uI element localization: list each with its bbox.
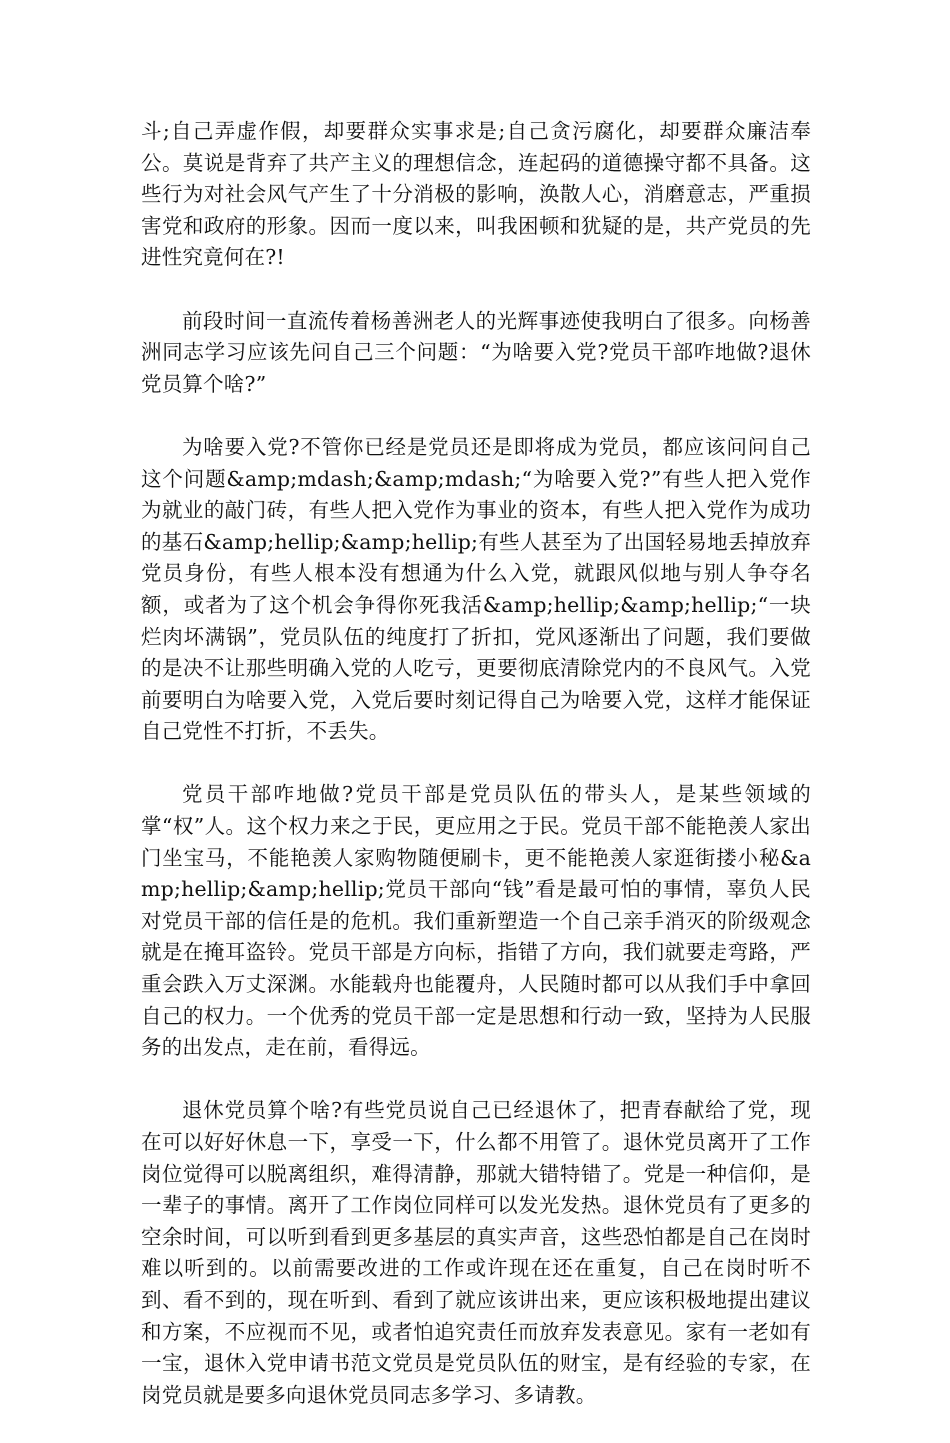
paragraph-continuation: 斗;自己弄虚作假，却要群众实事求是;自己贪污腐化，却要群众廉洁奉公。莫说是背弃了共产主义的理想信念，连起码的道德操守都不具备。这些行为对社会风气产生了十分消极的影响，涣散人心，消磨意志，严重损害党和政府的形象。因而一度以来，叫我困顿和犹疑的是，共产党员的先进性究竟何在?! — [141, 119, 811, 270]
paragraph-how-cadres-act: 党员干部咋地做?党员干部是党员队伍的带头人，是某些领域的掌“权”人。这个权力来之于民，更应用之于民。党员干部不能艳羡人家出门坐宝马，不能艳羡人家购物随便刷卡，更不能艳羡人家逛街搂小秘&amp;hellip;&amp;hellip;党员干部向“钱”看是最可怕的事情，辜负人民对党员干部的信任是的危机。我们重新塑造一个自己亲手消灭的阶级观念就是在掩耳盗铃。党员干部是方向标，指错了方向，我们就要走弯路，严重会跌入万丈深渊。水能载舟也能覆舟，人民随时都可以从我们手中拿回自己的权力。一个优秀的党员干部一定是思想和行动一致，坚持为人民服务的出发点，走在前，看得远。 — [141, 782, 811, 1060]
paragraph-why-join-party: 为啥要入党?不管你已经是党员还是即将成为党员，都应该问问自己这个问题&amp;mdash;&amp;mdash;“为啥要入党?”有些人把入党作为就业的敲门砖，有些人把入党作为事业的资本，有些人把入党作为成功的基石&amp;hellip;&amp;hellip;有些人甚至为了出国轻易地丢掉放弃党员身份，有些人根本没有想通为什么入党，就跟风似地与别人争夺名额，或者为了这个机会争得你死我活&amp;hellip;&amp;hellip;“一块烂肉坏满锅”，党员队伍的纯度打了折扣，党风逐渐出了问题，我们要做的是决不让那些明确入党的人吃亏，更要彻底清除党内的不良风气。入党前要明白为啥要入党，入党后要时刻记得自己为啥要入党，这样才能保证自己党性不打折，不丢失。 — [141, 434, 811, 744]
paragraph-yang-shanzhou-intro: 前段时间一直流传着杨善洲老人的光辉事迹使我明白了很多。向杨善洲同志学习应该先问自己三个问题：“为啥要入党?党员干部咋地做?退休党员算个啥?” — [141, 308, 811, 396]
document-body — [141, 116, 811, 1443]
paragraph-retired-members: 退休党员算个啥?有些党员说自己已经退休了，把青春献给了党，现在可以好好休息一下，享受一下，什么都不用管了。退休党员离开了工作岗位觉得可以脱离组织，难得清静，那就大错特错了。党是一种信仰，是一辈子的事情。离开了工作岗位同样可以发光发热。退休党员有了更多的空余时间，可以听到看到更多基层的真实声音，这些恐怕都是自己在岗时难以听到的。以前需要改进的工作或许现在还在重复，自己在岗时听不到、看不到的，现在听到、看到了就应该讲出来，更应该积极地提出建议和方案，不应视而不见，或者怕追究责任而放弃发表意见。家有一老如有一宝，退休入党申请书范文党员是党员队伍的财宝，是有经验的专家，在岗党员就是要多向退休党员同志多学习、多请教。 — [141, 1098, 811, 1407]
